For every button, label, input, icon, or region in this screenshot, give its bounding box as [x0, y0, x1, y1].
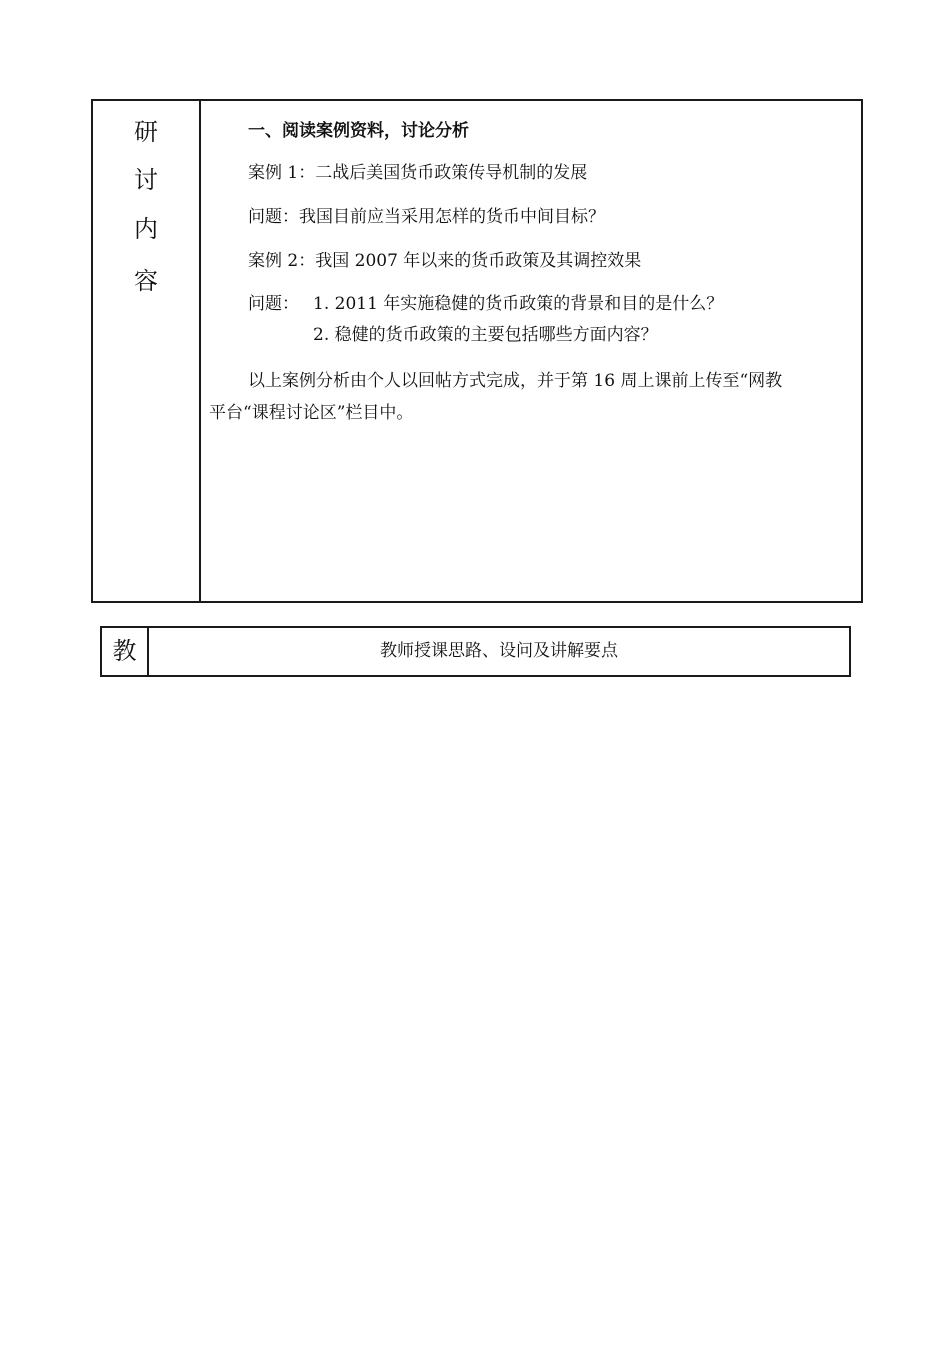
question-1: 问题：我国目前应当采用怎样的货币中间目标？	[248, 207, 605, 227]
question-2-item-1: 1. 2011 年实施稳健的货币政策的背景和目的是什么？	[313, 294, 724, 314]
note-line-2: 平台“课程讨论区”栏目中。	[209, 403, 414, 423]
teacher-table	[100, 626, 851, 677]
case-2-title: 案例 2：我国 2007 年以来的货币政策及其调控效果	[248, 251, 642, 271]
label-char-4: 容	[134, 267, 158, 295]
section-heading: 一、阅读案例资料，讨论分析	[248, 121, 469, 141]
note-line-1: 以上案例分析由个人以回帖方式完成，并于第 16 周上课前上传至“网教	[248, 371, 783, 391]
question-2-item-2: 2. 稳健的货币政策的主要包括哪些方面内容？	[313, 325, 658, 345]
discussion-label-cell	[93, 101, 201, 601]
case-1-title: 案例 1：二战后美国货币政策传导机制的发展	[248, 163, 588, 183]
discussion-table	[91, 99, 863, 603]
label-char-1: 研	[134, 118, 158, 146]
teacher-label-cell: 教	[102, 628, 149, 675]
label-char-3: 内	[134, 215, 158, 243]
discussion-content-cell	[201, 101, 857, 601]
question-2-prefix: 问题：	[248, 294, 299, 314]
label-char-2: 讨	[134, 166, 158, 194]
teacher-table-title: 教师授课思路、设问及讲解要点	[380, 641, 618, 661]
